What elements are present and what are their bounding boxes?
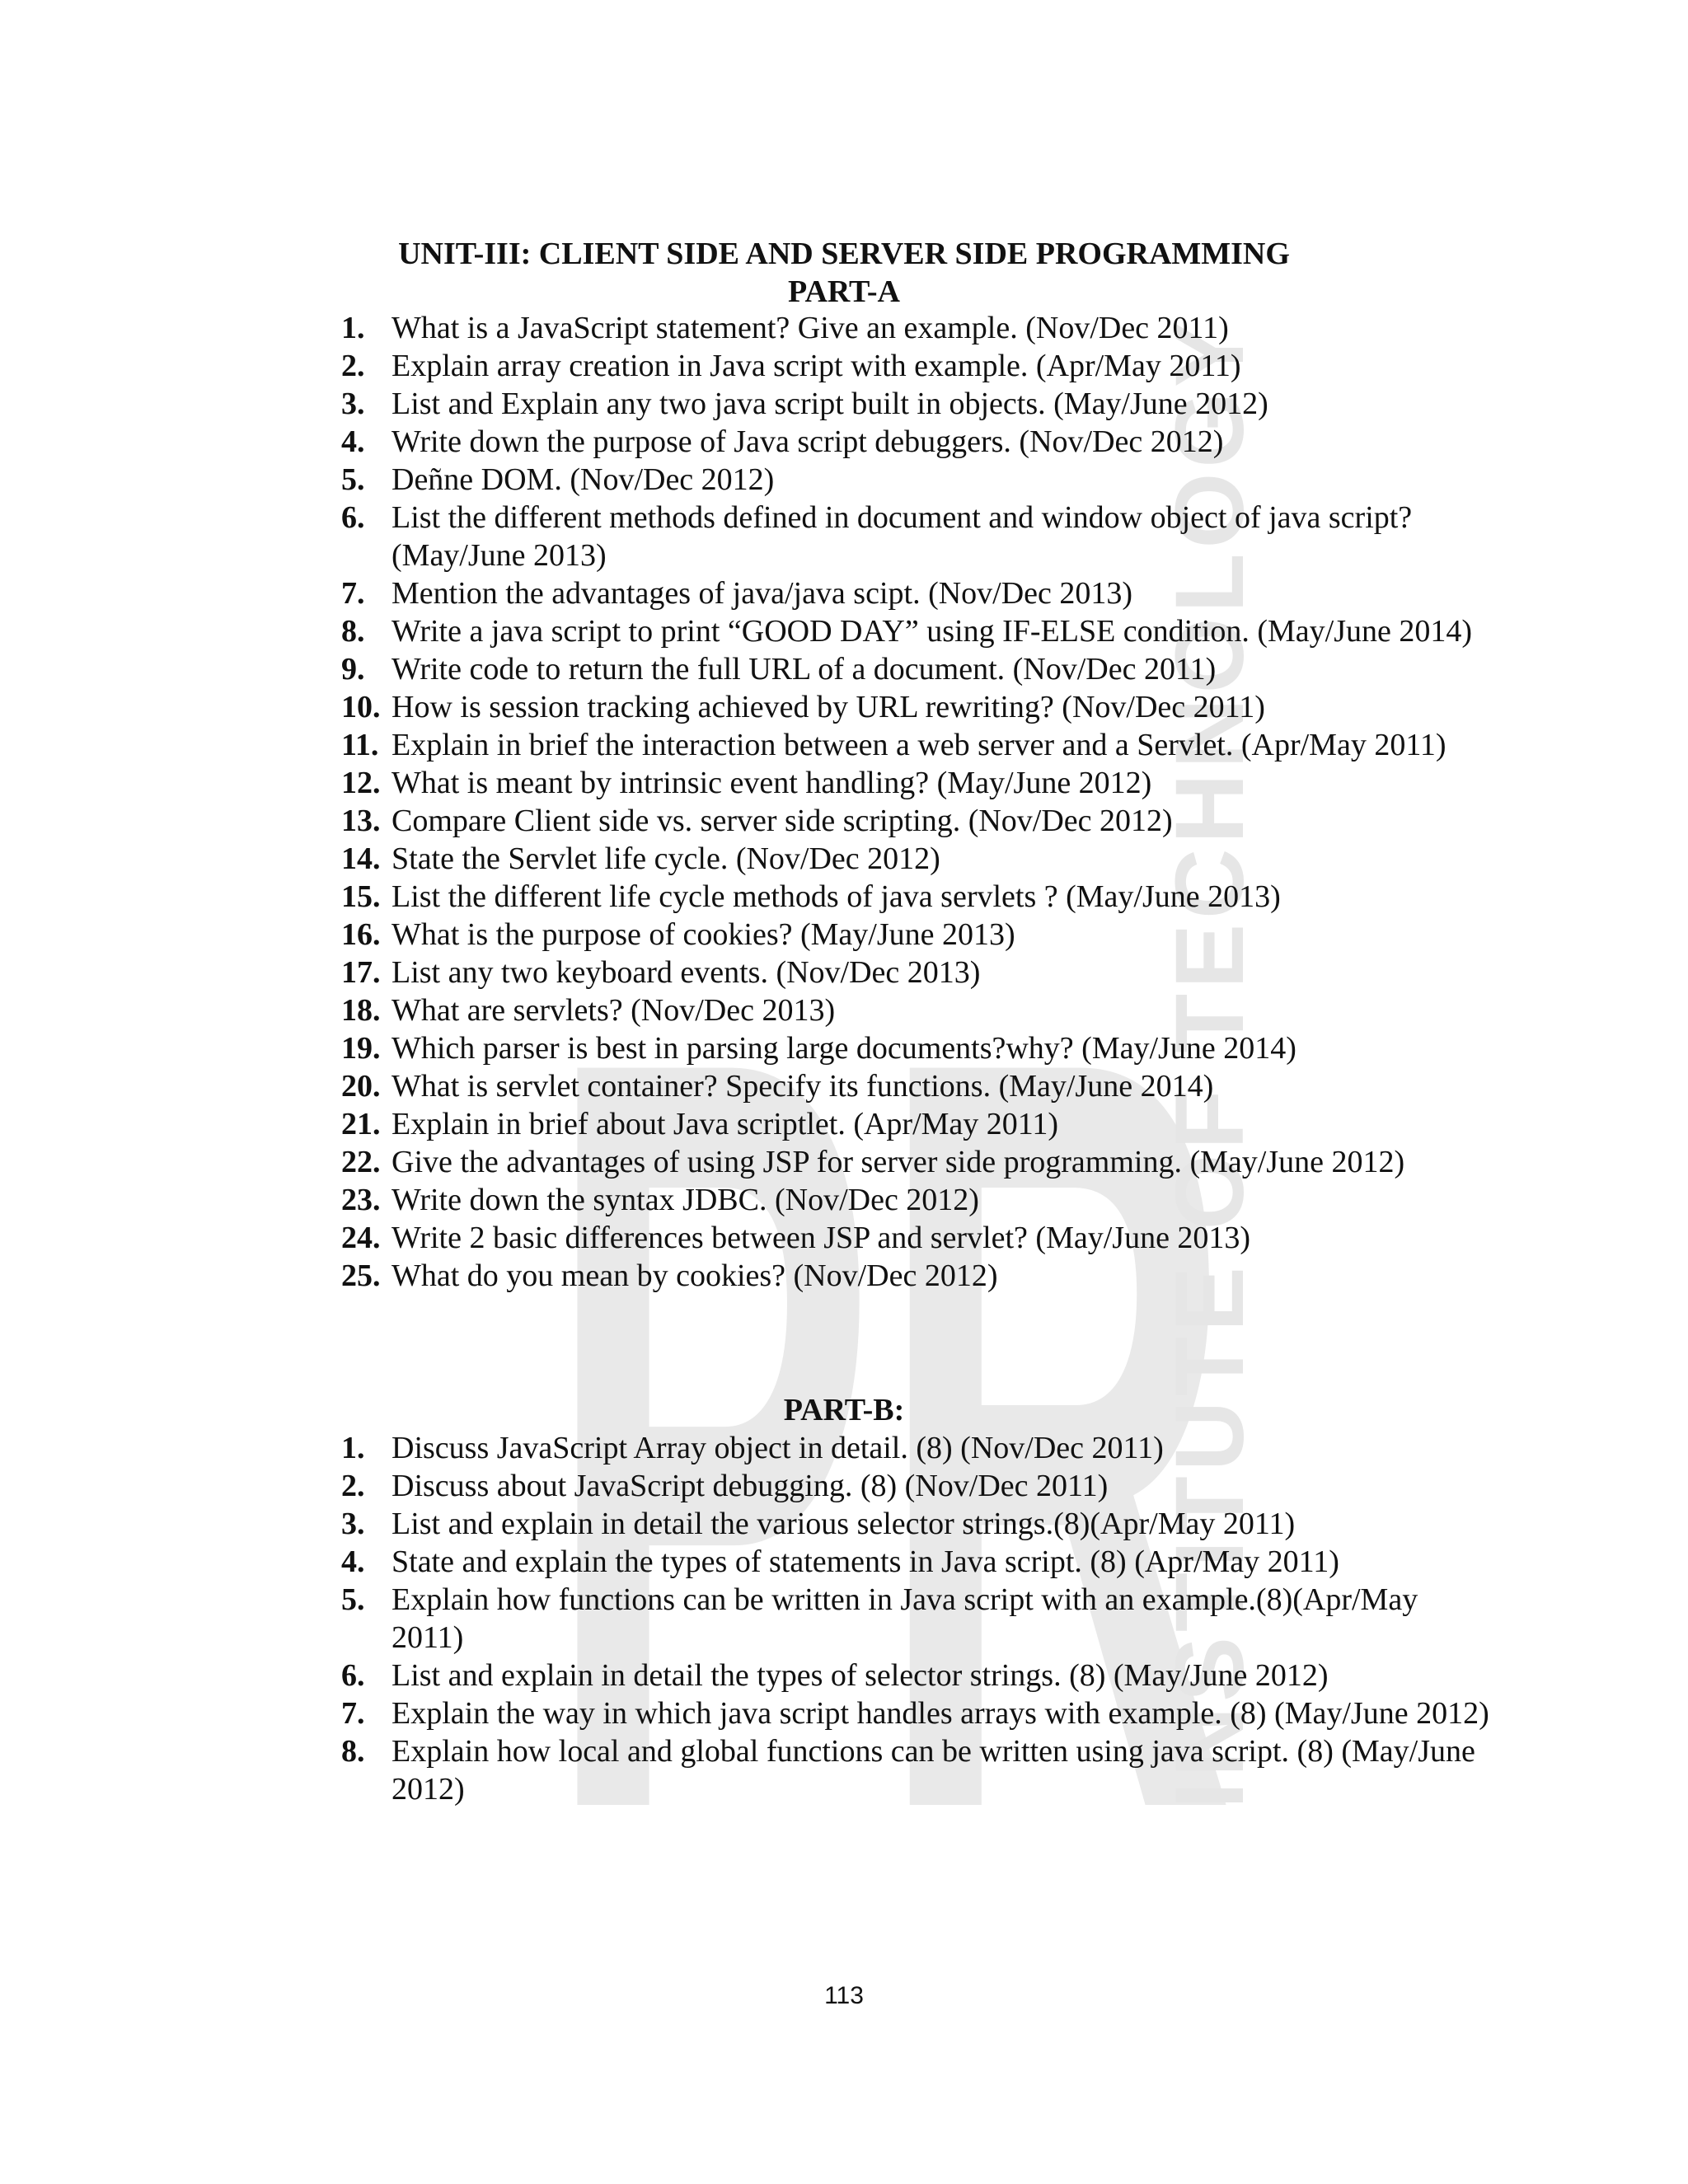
part-a-heading: PART-A xyxy=(788,274,900,309)
question-number: 2. xyxy=(341,1469,365,1503)
question-number: 24. xyxy=(341,1221,381,1255)
part-a-question xyxy=(0,764,1688,802)
question-number: 13. xyxy=(341,804,381,838)
question-number: 8. xyxy=(341,614,365,649)
question-number: 20. xyxy=(341,1069,381,1104)
part-a-question xyxy=(0,423,1688,461)
question-text: Mention the advantages of java/java scipt. (Nov/Dec 2013) xyxy=(392,576,1133,611)
part-b-question-list xyxy=(0,1429,1688,1808)
part-a-question xyxy=(0,1105,1688,1143)
question-text: Explain the way in which java script handles arrays with example. (8) (May/June 2012) xyxy=(392,1696,1489,1731)
part-a-question xyxy=(0,1257,1688,1295)
question-number: 15. xyxy=(341,879,381,914)
question-text: What do you mean by cookies? (Nov/Dec 2012) xyxy=(392,1258,998,1293)
question-text: Explain array creation in Java script with example. (Apr/May 2011) xyxy=(392,349,1241,383)
part-a-question xyxy=(0,840,1688,878)
question-number: 12. xyxy=(341,766,381,800)
question-number: 25. xyxy=(341,1258,381,1293)
question-text: Deñne DOM. (Nov/Dec 2012) xyxy=(392,462,775,497)
question-number: 7. xyxy=(341,1696,365,1731)
question-text: Which parser is best in parsing large documents?why? (May/June 2014) xyxy=(392,1031,1296,1066)
watermark-text: INSTITUTE OF TECHNOLOGY xyxy=(1156,317,1264,1809)
question-text: What is meant by intrinsic event handling? (May/June 2012) xyxy=(392,766,1152,800)
question-text: Explain how functions can be written in Java script with an example.(8)(Apr/May 2011) xyxy=(392,1582,1418,1655)
question-text: What is servlet container? Specify its functions. (May/June 2014) xyxy=(392,1069,1214,1104)
question-text: List and explain in detail the various selector strings.(8)(Apr/May 2011) xyxy=(392,1507,1296,1541)
question-number: 18. xyxy=(341,993,381,1028)
part-a-question xyxy=(0,347,1688,385)
question-text: What is a JavaScript statement? Give an example. (Nov/Dec 2011) xyxy=(392,311,1229,345)
question-number: 3. xyxy=(341,1507,365,1541)
question-number: 1. xyxy=(341,1431,365,1465)
part-a-question xyxy=(0,1143,1688,1181)
part-b-question xyxy=(0,1732,1688,1808)
question-text: List any two keyboard events. (Nov/Dec 2013) xyxy=(392,955,981,990)
part-a-question xyxy=(0,461,1688,499)
question-number: 7. xyxy=(341,576,365,611)
question-text: Write a java script to print “GOOD DAY” using IF-ELSE condition. (May/June 2014) xyxy=(392,614,1472,649)
question-text: Discuss about JavaScript debugging. (8) (Nov/Dec 2011) xyxy=(392,1469,1109,1503)
question-text: Write 2 basic differences between JSP and servlet? (May/June 2013) xyxy=(392,1221,1251,1255)
question-number: 21. xyxy=(341,1107,381,1141)
question-text: Explain how local and global functions can be written using java script. (8) (May/June 2012) xyxy=(392,1734,1475,1807)
question-number: 4. xyxy=(341,1544,365,1579)
watermark-letters-text: PR xyxy=(544,836,1236,1904)
part-a-question-list xyxy=(0,309,1688,1295)
question-number: 23. xyxy=(341,1183,381,1217)
part-a-question xyxy=(0,1219,1688,1257)
question-text: List and Explain any two java script built in objects. (May/June 2012) xyxy=(392,387,1268,421)
question-number: 9. xyxy=(341,652,365,687)
part-a-question xyxy=(0,385,1688,423)
question-number: 17. xyxy=(341,955,381,990)
question-text: List the different methods defined in document and window object of java script? (May/June 2013) xyxy=(392,500,1413,573)
question-text: Explain in brief the interaction between a web server and a Servlet. (Apr/May 2011) xyxy=(392,728,1447,762)
question-number: 14. xyxy=(341,841,381,876)
part-a-question xyxy=(0,991,1688,1029)
question-number: 16. xyxy=(341,917,381,952)
question-number: 5. xyxy=(341,462,365,497)
part-b-question xyxy=(0,1429,1688,1467)
part-b-question xyxy=(0,1467,1688,1505)
question-text: Explain in brief about Java scriptlet. (Apr/May 2011) xyxy=(392,1107,1059,1141)
question-number: 4. xyxy=(341,424,365,459)
question-number: 6. xyxy=(341,1658,365,1693)
question-number: 6. xyxy=(341,500,365,535)
part-a-question xyxy=(0,574,1688,612)
question-number: 8. xyxy=(341,1734,365,1769)
part-b-question xyxy=(0,1694,1688,1732)
part-a-question xyxy=(0,916,1688,954)
part-a-question xyxy=(0,309,1688,347)
question-number: 1. xyxy=(341,311,365,345)
question-text: Discuss JavaScript Array object in detail. (8) (Nov/Dec 2011) xyxy=(392,1431,1164,1465)
question-number: 3. xyxy=(341,387,365,421)
part-a-question xyxy=(0,499,1688,574)
question-text: List and explain in detail the types of selector strings. (8) (May/June 2012) xyxy=(392,1658,1329,1693)
part-a-question xyxy=(0,1067,1688,1105)
question-text: What is the purpose of cookies? (May/June 2013) xyxy=(392,917,1015,952)
question-number: 11. xyxy=(341,728,379,762)
question-text: Compare Client side vs. server side scripting. (Nov/Dec 2012) xyxy=(392,804,1173,838)
question-text: Write down the syntax JDBC. (Nov/Dec 2012) xyxy=(392,1183,979,1217)
part-a-question xyxy=(0,726,1688,764)
question-text: What are servlets? (Nov/Dec 2013) xyxy=(392,993,836,1028)
part-a-question xyxy=(0,1029,1688,1067)
part-a-question xyxy=(0,650,1688,688)
question-number: 22. xyxy=(341,1145,381,1179)
question-number: 19. xyxy=(341,1031,381,1066)
part-b-question xyxy=(0,1581,1688,1657)
part-b-question xyxy=(0,1505,1688,1543)
part-a-question xyxy=(0,802,1688,840)
part-a-question xyxy=(0,878,1688,916)
part-b-heading: PART-B: xyxy=(783,1393,905,1427)
part-a-question xyxy=(0,688,1688,726)
question-text: Write code to return the full URL of a document. (Nov/Dec 2011) xyxy=(392,652,1217,687)
question-text: State the Servlet life cycle. (Nov/Dec 2012) xyxy=(392,841,940,876)
question-text: List the different life cycle methods of java servlets ? (May/June 2013) xyxy=(392,879,1281,914)
question-text: How is session tracking achieved by URL rewriting? (Nov/Dec 2011) xyxy=(392,690,1265,724)
question-number: 10. xyxy=(341,690,381,724)
part-b-question xyxy=(0,1543,1688,1581)
question-text: Write down the purpose of Java script debuggers. (Nov/Dec 2012) xyxy=(392,424,1224,459)
part-a-question xyxy=(0,1181,1688,1219)
part-a-question xyxy=(0,612,1688,650)
question-number: 2. xyxy=(341,349,365,383)
part-b-question xyxy=(0,1657,1688,1694)
page-number: 113 xyxy=(824,1982,864,2009)
part-a-question xyxy=(0,954,1688,991)
question-text: State and explain the types of statements in Java script. (8) (Apr/May 2011) xyxy=(392,1544,1339,1579)
question-text: Give the advantages of using JSP for server side programming. (May/June 2012) xyxy=(392,1145,1405,1179)
unit-title: UNIT-III: CLIENT SIDE AND SERVER SIDE PROGRAMMING xyxy=(398,237,1290,271)
question-number: 5. xyxy=(341,1582,365,1617)
